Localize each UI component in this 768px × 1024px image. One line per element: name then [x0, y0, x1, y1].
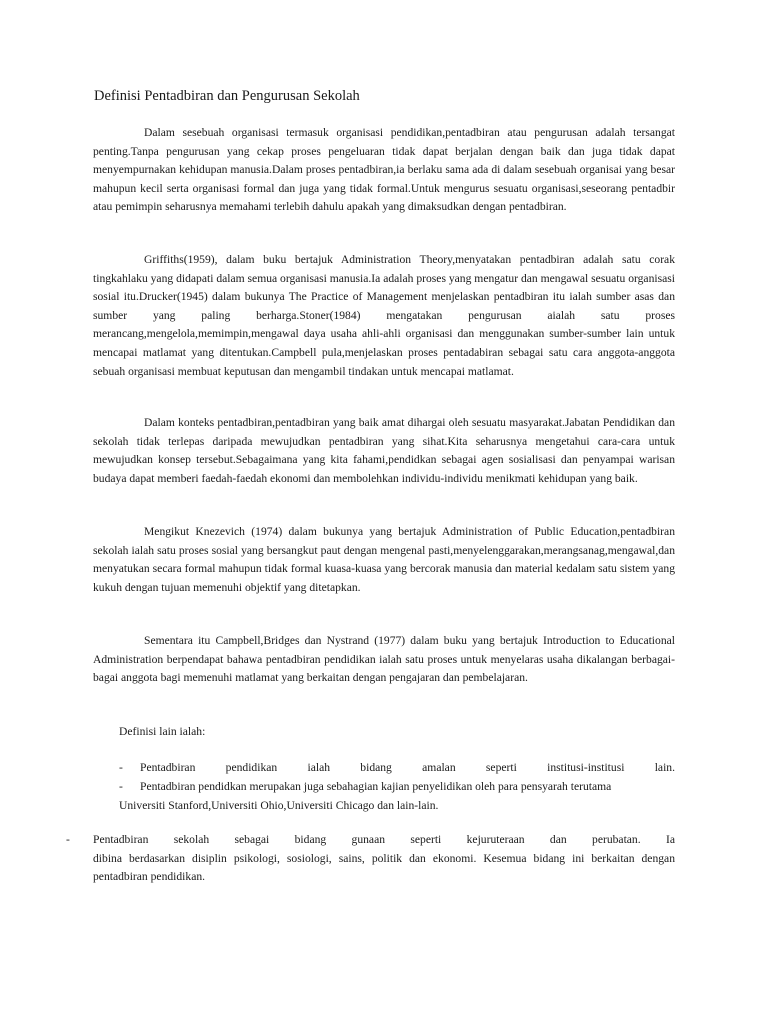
bullet-text: Pentadbiran sekolah sebagai bidang gunaan seperti kejuruteraan dan perubatan. Ia: [93, 833, 675, 846]
definitions-label: Definisi lain ialah:: [119, 725, 206, 738]
paragraph-intro: Dalam sesebuah organisasi termasuk organisasi pendidikan,pentadbiran atau pengurusan adalah tersangat penting.Tanpa pengurusan yang cekap proses pengeluaran tidak dapat berjalan dengan baik dan juga tidak dapat menyempurnakan kehidupan manusia.Dalam proses pentadbiran,ia berlaku sama ada di dalam sesebuah organisai yang besar mahupun kecil serta organisasi formal dan juga yang tidak formal.Untuk mengurus sesuatu organisasi,seseorang pentadbir atau pemimpin seharusnya memahami terlebih dahulu apakah yang dimaksudkan dengan pentadbiran.: [93, 126, 675, 214]
bullet-dash: -: [66, 833, 70, 846]
bullet-item-outdented: [66, 831, 675, 887]
bullet-item: [119, 778, 675, 815]
paragraph-konteks: Dalam konteks pentadbiran,pentadbiran yang baik amat dihargai oleh sesuatu masyarakat.Jabatan Pendidikan dan sekolah tidak terlepas daripada mewujudkan pentadbiran yang sihat.Kita seharusnya mengetahui cara-cara untuk mewujudkan konsep tersebut.Sebagaimana yang kita fahami,pendidkan sebagai agen sosialisasi dan penyampai warisan budaya dapat memberi faedah-faedah ekonomi dan membolehkan individu-individu menikmati kehidupan yang baik.: [93, 416, 675, 485]
paragraph-griffiths: Griffiths(1959), dalam buku bertajuk Administration Theory,menyatakan pentadbiran adalah satu corak tingkahlaku yang didapati dalam semua organisasi manusia.Ia adalah proses yang mengatur dan mengawal sesuatu organisasi sosial itu.Drucker(1945) dalam bukunya The Practice of Management menjelaskan pentadbiran itu ialah sumber asas dan sumber yang paling berharga.Stoner(1984) mengatakan pengurusan aialah satu proses merancang,mengelola,memimpin,mengawal daya usaha ahli-ahli organisasi dan menggunakan sumber-sumber lain untuk mencapai matlamat yang ditentukan.Campbell pula,menjelaskan proses pentadabiran sebagai satu cara anggota-anggota sebuah organisasi membuat keputusan dan mengambil tindakan untuk mencapai matlamat.: [93, 253, 675, 378]
bullet-dash: -: [119, 761, 123, 774]
bullet-text: Pentadbiran pendidkan merupakan juga sebahagian kajian penyelidikan oleh para pensyarah terutama: [140, 780, 612, 793]
paragraph-knezevich: Mengikut Knezevich (1974) dalam bukunya yang bertajuk Administration of Public Education,pentadbiran sekolah ialah satu proses sosial yang bersangkut paut dengan mengenal pasti,menyelenggarakan,merangsanag,mengawal,dan menyatukan secara formal mahupun tidak formal kuasa-kuasa yang bercorak manusia dan material kedalam satu sistem yang kukuh dengan tujuan memenuhi objektif yang ditetapkan.: [93, 525, 675, 594]
bullet-text-continuation: Universiti Stanford,Universiti Ohio,Universiti Chicago dan lain-lain.: [119, 798, 439, 812]
bullet-text: Pentadbiran pendidikan ialah bidang amalan seperti institusi-institusi lain.: [140, 761, 675, 774]
paragraph-campbell: Sementara itu Campbell,Bridges dan Nystrand (1977) dalam buku yang bertajuk Introduction to Educational Administration berpendapat bahawa pentadbiran pendidikan ialah satu proses untuk menyelaras usaha dikalangan berbagai-bagai anggota bagi memenuhi matlamat yang berkaitan dengan pengajaran dan pembelajaran.: [93, 634, 675, 685]
bullet-item: [119, 759, 675, 778]
bullet-dash: -: [119, 780, 123, 793]
document-title: Definisi Pentadbiran dan Pengurusan Sekolah: [94, 88, 360, 104]
bullet-text-continuation: dibina berdasarkan disiplin psikologi, sosiologi, sains, politik dan ekonomi. Kesemua bidang ini berkaitan dengan pentadbiran pendidikan.: [93, 851, 675, 884]
